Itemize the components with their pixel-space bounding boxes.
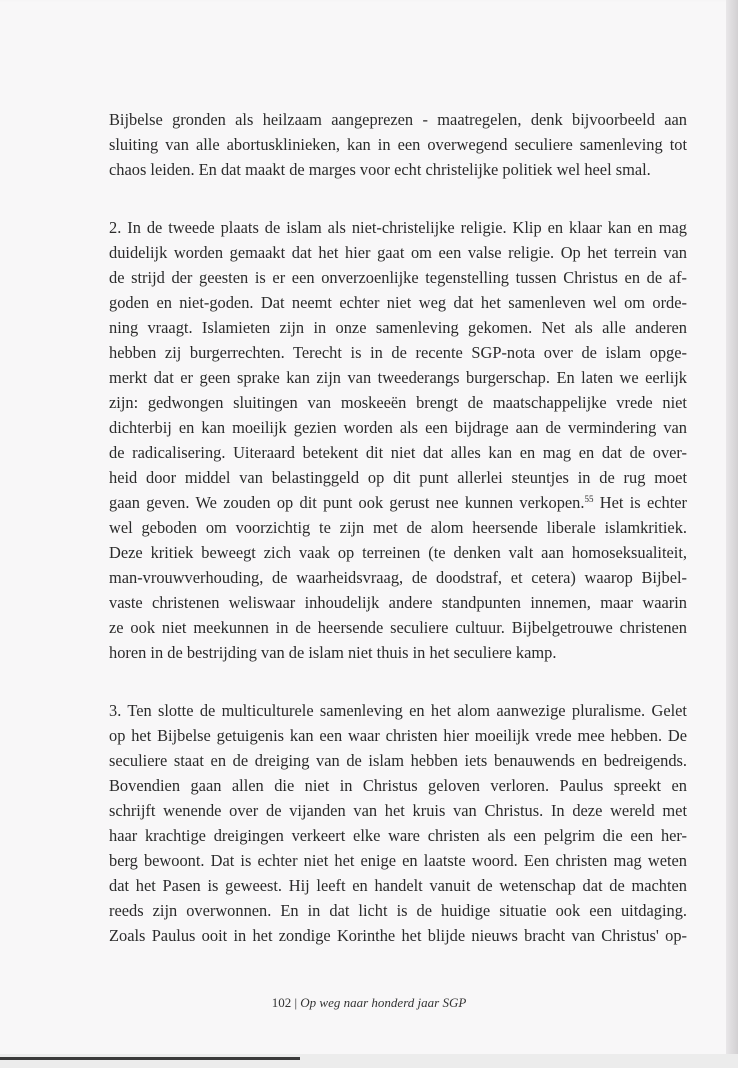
paragraph-2	[109, 215, 687, 665]
text-line: Bovendien gaan allen die niet in Christus geloven verloren. Paulus spreekt en	[109, 776, 687, 795]
scan-bottom-line	[0, 1057, 300, 1060]
text-line: Bijbelse gronden als heilzaam aangeprezen - maatregelen, denk bijvoorbeeld aan	[109, 110, 687, 129]
text-line: man-vrouwverhouding, de waarheidsvraag, de doodstraf, et cetera) waarop Bijbel-	[109, 568, 687, 587]
text-segment: Het is echter	[593, 493, 687, 512]
text-line: reeds zijn overwonnen. En in dat licht is de huidige situatie ook een uitdaging.	[109, 901, 687, 920]
page-edge	[726, 0, 738, 1068]
text-line: Deze kritiek beweegt zich vaak op terreinen (te denken valt aan homoseksualiteit,	[109, 543, 687, 562]
text-line: ning vraagt. Islamieten zijn in onze samenleving gekomen. Net als alle anderen	[109, 318, 687, 337]
page-number: 102	[271, 995, 292, 1010]
text-line: de radicalisering. Uiteraard betekent dit niet dat alles kan en mag en dat de over-	[109, 443, 687, 462]
text-line: Zoals Paulus ooit in het zondige Korinthe het blijde nieuws bracht van Christus' op-	[109, 926, 687, 945]
text-line: ze ook niet meekunnen in de heersende seculiere cultuur. Bijbelgetrouwe christenen	[109, 618, 687, 637]
text-line: heid door middel van belastinggeld op dit punt allerlei steuntjes in de rug moet	[109, 468, 687, 487]
text-line: chaos leiden. En dat maakt de marges voor echt christelijke politiek wel heel smal.	[109, 160, 651, 179]
text-line: dichterbij en kan moeilijk gezien worden als een bijdrage aan de vermindering van	[109, 418, 687, 437]
paragraph-3	[109, 698, 687, 948]
text-line: wel geboden om voorzichtig te zijn met de alom heersende liberale islamkritiek.	[109, 518, 687, 537]
running-title: Op weg naar honderd jaar SGP	[300, 995, 467, 1010]
text-line: dat het Pasen is geweest. Hij leeft en handelt vanuit de wetenschap dat de machten	[109, 876, 687, 895]
text-line: op het Bijbelse getuigenis kan een waar christen hier moeilijk vrede mee hebben. De	[109, 726, 687, 745]
footnote-reference[interactable]: 55	[584, 494, 594, 504]
text-line: horen in de bestrijding van de islam niet thuis in het seculiere kamp.	[109, 643, 557, 662]
text-line: 3. Ten slotte de multiculturele samenleving en het alom aanwezige pluralisme. Gelet	[109, 701, 687, 720]
text-line: sluiting van alle abortusklinieken, kan in een overwegend seculiere samenleving tot	[109, 135, 687, 154]
text-line: schrijft wenende over de vijanden van het kruis van Christus. In deze wereld met	[109, 801, 687, 820]
footer-separator: |	[294, 995, 298, 1010]
text-line: goden en niet-goden. Dat neemt echter niet weg dat het samenleven wel om orde-	[109, 293, 687, 312]
text-line: duidelijk worden gemaakt dat het hier gaat om een valse religie. Op het terrein van	[109, 243, 687, 262]
page-footer	[0, 995, 738, 1011]
text-line: seculiere staat en de dreiging van de islam hebben iets benauwends en bedreigends.	[109, 751, 687, 770]
text-line: de strijd der geesten is er een onverzoenlijke tegenstelling tussen Christus en de af-	[109, 268, 687, 287]
text-line: vaste christenen weliswaar inhoudelijk andere standpunten innemen, maar waarin	[109, 593, 687, 612]
footnote-line	[109, 490, 687, 515]
text-line: berg bewoont. Dat is echter niet het enige en laatste woord. Een christen mag weten	[109, 851, 687, 870]
text-line: 2. In de tweede plaats de islam als niet-christelijke religie. Klip en klaar kan en mag	[109, 218, 687, 237]
text-line: haar krachtige dreigingen verkeert elke ware christen als een pelgrim die een her-	[109, 826, 687, 845]
text-line: hebben zij burgerrechten. Terecht is in de recente SGP-nota over de islam opge-	[109, 343, 687, 362]
text-segment: gaan geven. We zouden op dit punt ook gerust nee kunnen verkopen.	[109, 493, 585, 512]
paragraph-1	[109, 107, 687, 182]
text-line: merkt dat er geen sprake kan zijn van tweederangs burgerschap. En laten we eerlijk	[109, 368, 687, 387]
text-line: zijn: gedwongen sluitingen van moskeeën brengt de maatschappelijke vrede niet	[109, 393, 687, 412]
body-text	[109, 107, 687, 981]
